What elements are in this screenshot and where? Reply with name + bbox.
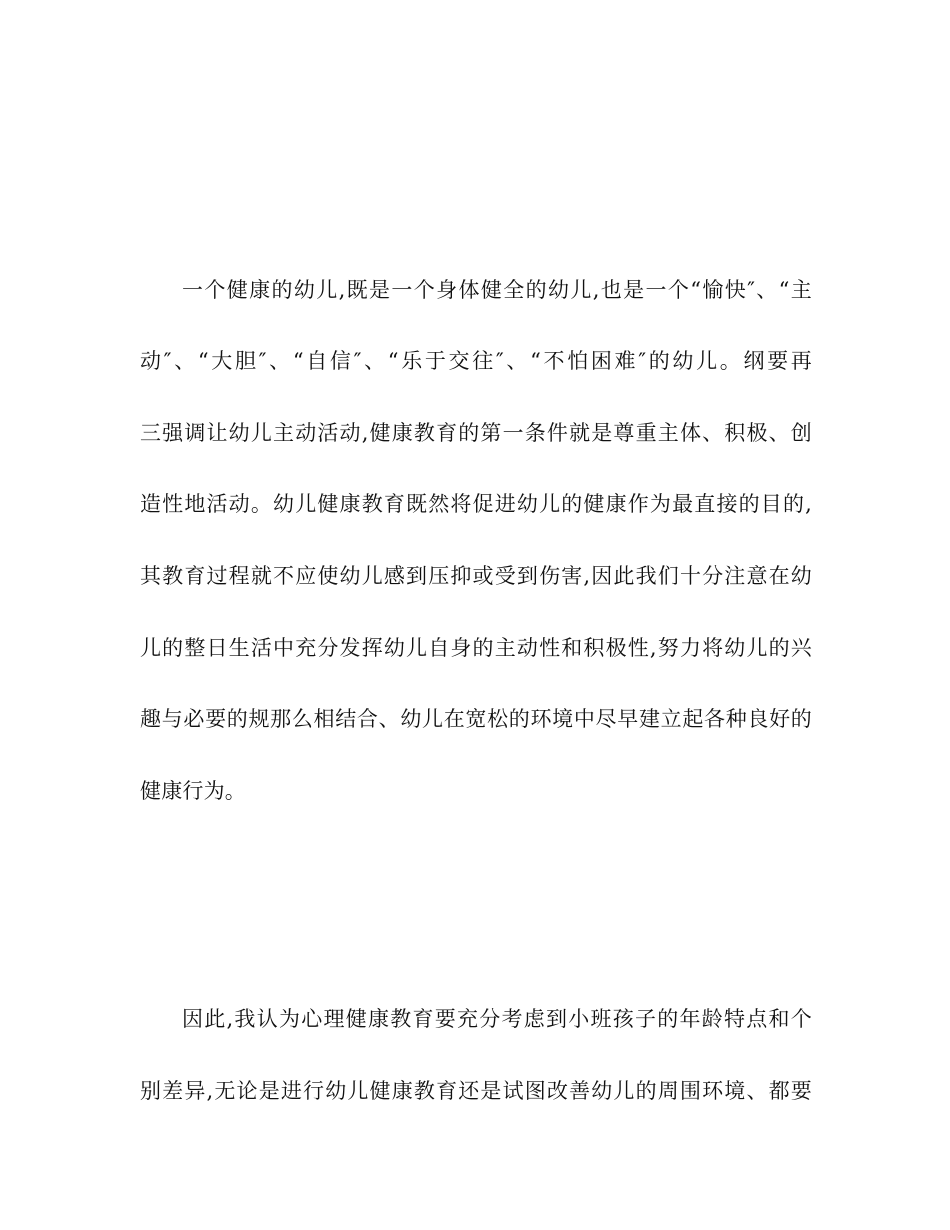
- paragraph-1-line-5: 其教育过程就不应使幼儿感到压抑或受到伤害,因此我们十分注意在幼: [140, 564, 812, 588]
- paragraph-1-line-2: 动″、“大胆″、“自信″、“乐于交往″、“不怕困难″的幼儿。纲要再: [140, 349, 812, 373]
- paragraph-2-line-2: 别差异,无论是进行幼儿健康教育还是试图改善幼儿的周围环境、都要: [140, 1079, 812, 1103]
- paragraph-1-line-1: 一个健康的幼儿,既是一个身体健全的幼儿,也是一个“愉快″、“主: [182, 278, 812, 302]
- paragraph-1-line-7: 趣与必要的规那么相结合、幼儿在宽松的环境中尽早建立起各种良好的: [140, 707, 812, 731]
- paragraph-1-line-6: 儿的整日生活中充分发挥幼儿自身的主动性和积极性,努力将幼儿的兴: [140, 636, 812, 660]
- paragraph-2-line-1: 因此,我认为心理健康教育要充分考虑到小班孩子的年龄特点和个: [182, 1007, 812, 1031]
- paragraph-1-line-3: 三强调让幼儿主动活动,健康教育的第一条件就是尊重主体、积极、创: [140, 421, 812, 445]
- paragraph-1-line-8: 健康行为。: [140, 779, 246, 803]
- paragraph-1-line-4: 造性地活动。幼儿健康教育既然将促进幼儿的健康作为最直接的目的,: [140, 492, 812, 516]
